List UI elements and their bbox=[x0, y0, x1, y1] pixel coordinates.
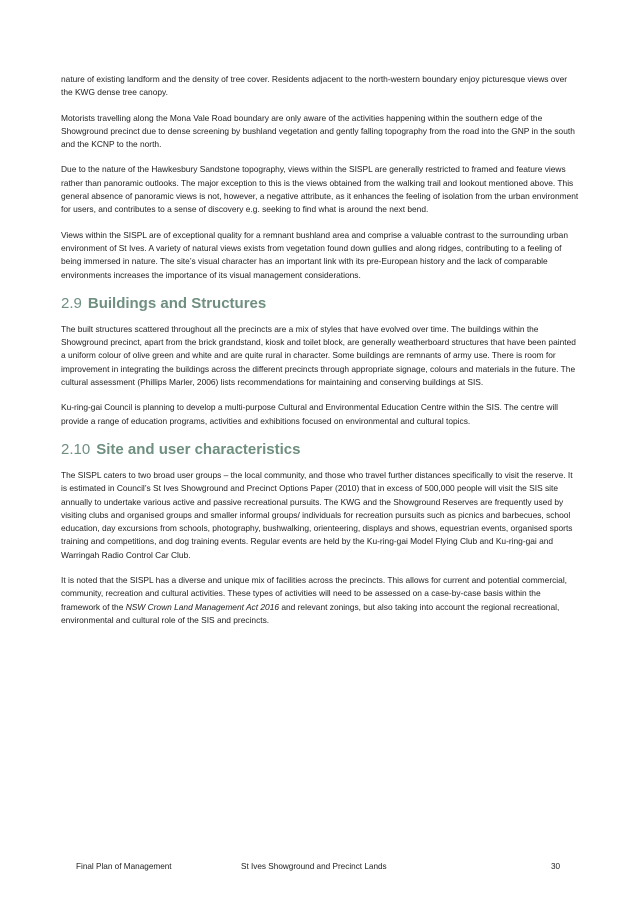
paragraph-text: and relevant zonings, but also taking into account the regional recreational, environmental and cultural role of the SIS and precincts. bbox=[61, 601, 560, 625]
body-paragraph-facilities bbox=[61, 574, 579, 627]
body-paragraph-education-centre: Ku-ring-gai Council is planning to develop a multi-purpose Cultural and Environmental Education Centre within the SIS. The centre will provide a range of education programs, activities and exhibitions focused on environmental and cultural topics. bbox=[61, 402, 559, 426]
footer-page-number: 30 bbox=[551, 862, 561, 871]
page-footer bbox=[0, 862, 638, 876]
body-paragraph-topography: Due to the nature of the Hawkesbury Sandstone topography, views within the SISPL are generally restricted to framed and feature views rather than panoramic outlooks. The major exception to this is the views obtained from the walking trail and lookout mentioned above. This general absence of panoramic views is not, however, a negative attribute, as it enhances the feeling of isolation from the urban environment for users, and contributes to a sense of discovery e.g. seeking to find what is around the next bend. bbox=[61, 164, 579, 215]
section-title: Site and user characteristics bbox=[96, 440, 301, 458]
section-heading-buildings bbox=[61, 294, 579, 314]
body-paragraph-user-groups: The SISPL caters to two broad user groups – the local community, and those who travel further distances specifically to visit the reserve. It is estimated in Council’s St Ives Showground and Precinct Options Paper (2010) that in excess of 500,000 people will visit the SIS site annually to undertake various active and passive recreational pursuits. The KWG and the Showground Reserves are frequently used by visiting clubs and organised groups and smaller informal groups/ individuals for recreation pursuits such as picnics and barbecues, school education, day excursions from schools, photography, bushwalking, orienteering, displays and shows, equestrian events, organised sports training and competitions, and dog training events. Regular events are held by the Ku-ring-gai Model Flying Club and Ku-ring-gai and Warringah Radio Control Car Club. bbox=[61, 469, 573, 560]
body-paragraph-views: Views within the SISPL are of exceptional quality for a remnant bushland area and comprise a valuable contrast to the surrounding urban environment of St Ives. A variety of natural views exists from vegetation found down gullies and along ridges, contributing to a feeling of being immersed in nature. The site’s visual character has an important link with its pre-European history and the lack of comparable environments increases the importance of its visual management considerations. bbox=[61, 229, 568, 280]
section-number: 2.9 bbox=[61, 294, 82, 312]
section-heading-site-users bbox=[61, 440, 579, 460]
paragraph-text: It is noted that the SISPL has a diverse and unique mix of facilities across the precincts. This allows for current and potential commercial, community, recreation and cultural activities. These types of activities will need to be assessed on a case-by-case basis within the framework of the bbox=[61, 575, 568, 612]
page-body bbox=[61, 73, 579, 639]
footer-site-name: St Ives Showground and Precinct Lands bbox=[241, 862, 387, 871]
body-paragraph-built-structures: The built structures scattered throughout all the precincts are a mix of styles that have evolved over time. The buildings within the Showground precinct, apart from the brick grandstand, kiosk and toilet block, are generally weatherboard structures that have been painted a uniform colour of olive green and white and are quite rural in character. Some buildings are remnants of army use. There is room for improvement in integrating the buildings across the different precincts through appropriate signage, colours and materials in the future. The cultural assessment (Phillips Marler, 2006) lists recommendations for maintaining and conserving buildings at SIS. bbox=[61, 323, 576, 388]
footer-document-title: Final Plan of Management bbox=[76, 862, 172, 871]
section-number: 2.10 bbox=[61, 440, 91, 458]
body-paragraph-motorists: Motorists travelling along the Mona Vale Road boundary are only aware of the activities happening within the southern edge of the Showground precinct due to dense screening by bushland vegetation and gently falling topography from the road into the GNP in the south and the KCNP to the north. bbox=[61, 112, 575, 150]
body-paragraph-landform: nature of existing landform and the density of tree cover. Residents adjacent to the north-western boundary enjoy picturesque views over the KWG dense tree canopy. bbox=[61, 74, 568, 98]
section-title: Buildings and Structures bbox=[87, 294, 267, 312]
legislation-title: NSW Crown Land Management Act 2016 bbox=[125, 601, 280, 612]
